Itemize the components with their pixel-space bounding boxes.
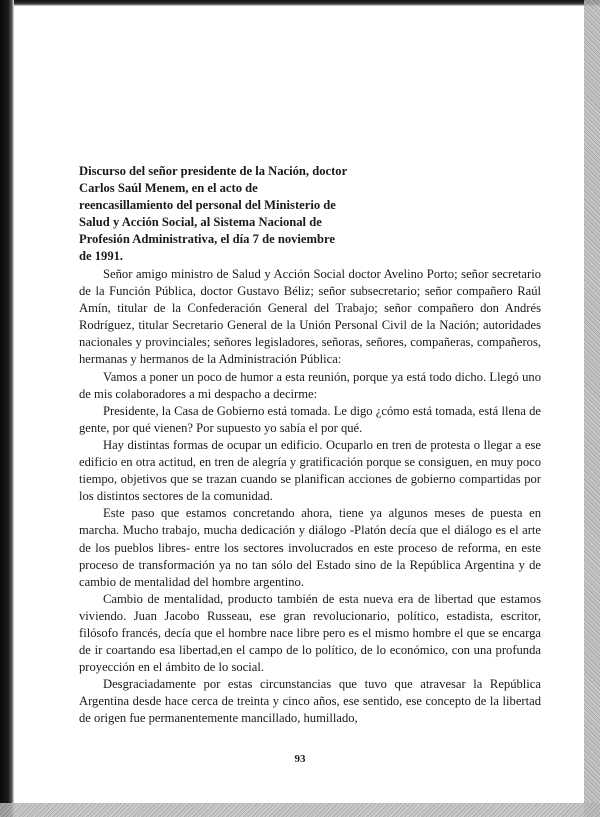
paragraph: Vamos a poner un poco de humor a esta reunión, porque ya está todo dicho. Llegó uno de mis colaboradores a mi despacho a decirme: [79, 369, 541, 401]
scan-border-top [0, 0, 600, 6]
scan-border-bottom [0, 803, 600, 817]
paragraph: Desgraciadamente por estas circunstancias que tuvo que atravesar la República Argentina desde hace cerca de treinta y cinco años, ese sentido, ese concepto de la libertad de origen fue permanentemente mancillado, humillado, [79, 677, 541, 726]
paragraph: Hay distintas formas de ocupar un edificio. Ocuparlo en tren de protesta o llegar a ese edificio en otra actitud, en tren de alegría y gratificación porque se consiguen, en muy poco tiempo, objetivos que se trazan cuando se planifican acciones de gobierno compartidas por los distintos sectores de la comunidad. [79, 437, 541, 504]
paragraph: Presidente, la Casa de Gobierno está tomada. Le digo ¿cómo está tomada, está llena de gente, por qué vienen? Por supuesto yo sabía el por qué. [79, 403, 541, 435]
scan-border-right [584, 0, 600, 817]
speech-title: Discurso del señor presidente de la Nación, doctor Carlos Saúl Menem, en el acto de reencasillamiento del personal del Ministerio de Salud y Acción Social, al Sistema Nacional de Profesión Administrativa, el día 7 de noviembre de 1991. [79, 164, 347, 263]
paragraph: Señor amigo ministro de Salud y Acción Social doctor Avelino Porto; señor secretario de la Función Pública, doctor Gustavo Béliz; señor subsecretario; señor compañero Raúl Amín, titular de la Confederación General del Trabajo; señor compañero don Andrés Rodríguez, titular Secretario General de la Unión Personal Civil de la Nación; autoridades nacionales y provinciales; señores legisladores, señoras, señores, compañeras, compañeros, hermanas y hermanos de la Administración Pública: [79, 267, 541, 367]
scan-border-left [0, 0, 14, 817]
speech-body [79, 266, 541, 728]
paragraph: Este paso que estamos concretando ahora, tiene ya algunos meses de puesta en marcha. Mucho trabajo, mucha dedicación y diálogo -Platón decía que el diálogo es el arte de los pueblos libres- entre los sectores involucrados en este proceso de reforma, en este proceso de transformación ya no tan sólo del Estado sino de la República Argentina y de cambio de mentalidad del hombre argentino. [79, 506, 541, 589]
paragraph: Cambio de mentalidad, producto también de esta nueva era de libertad que estamos viviendo. Juan Jacobo Russeau, ese gran revolucionario, político, estadista, escritor, filósofo francés, decía que el hombre nace libre pero es el mismo hombre el que se encarga de ir coartando esa libertad,en el campo de lo político, de lo económico, con una profunda proyección en el ámbito de lo social. [79, 591, 541, 675]
page-number: 93 [294, 753, 306, 765]
